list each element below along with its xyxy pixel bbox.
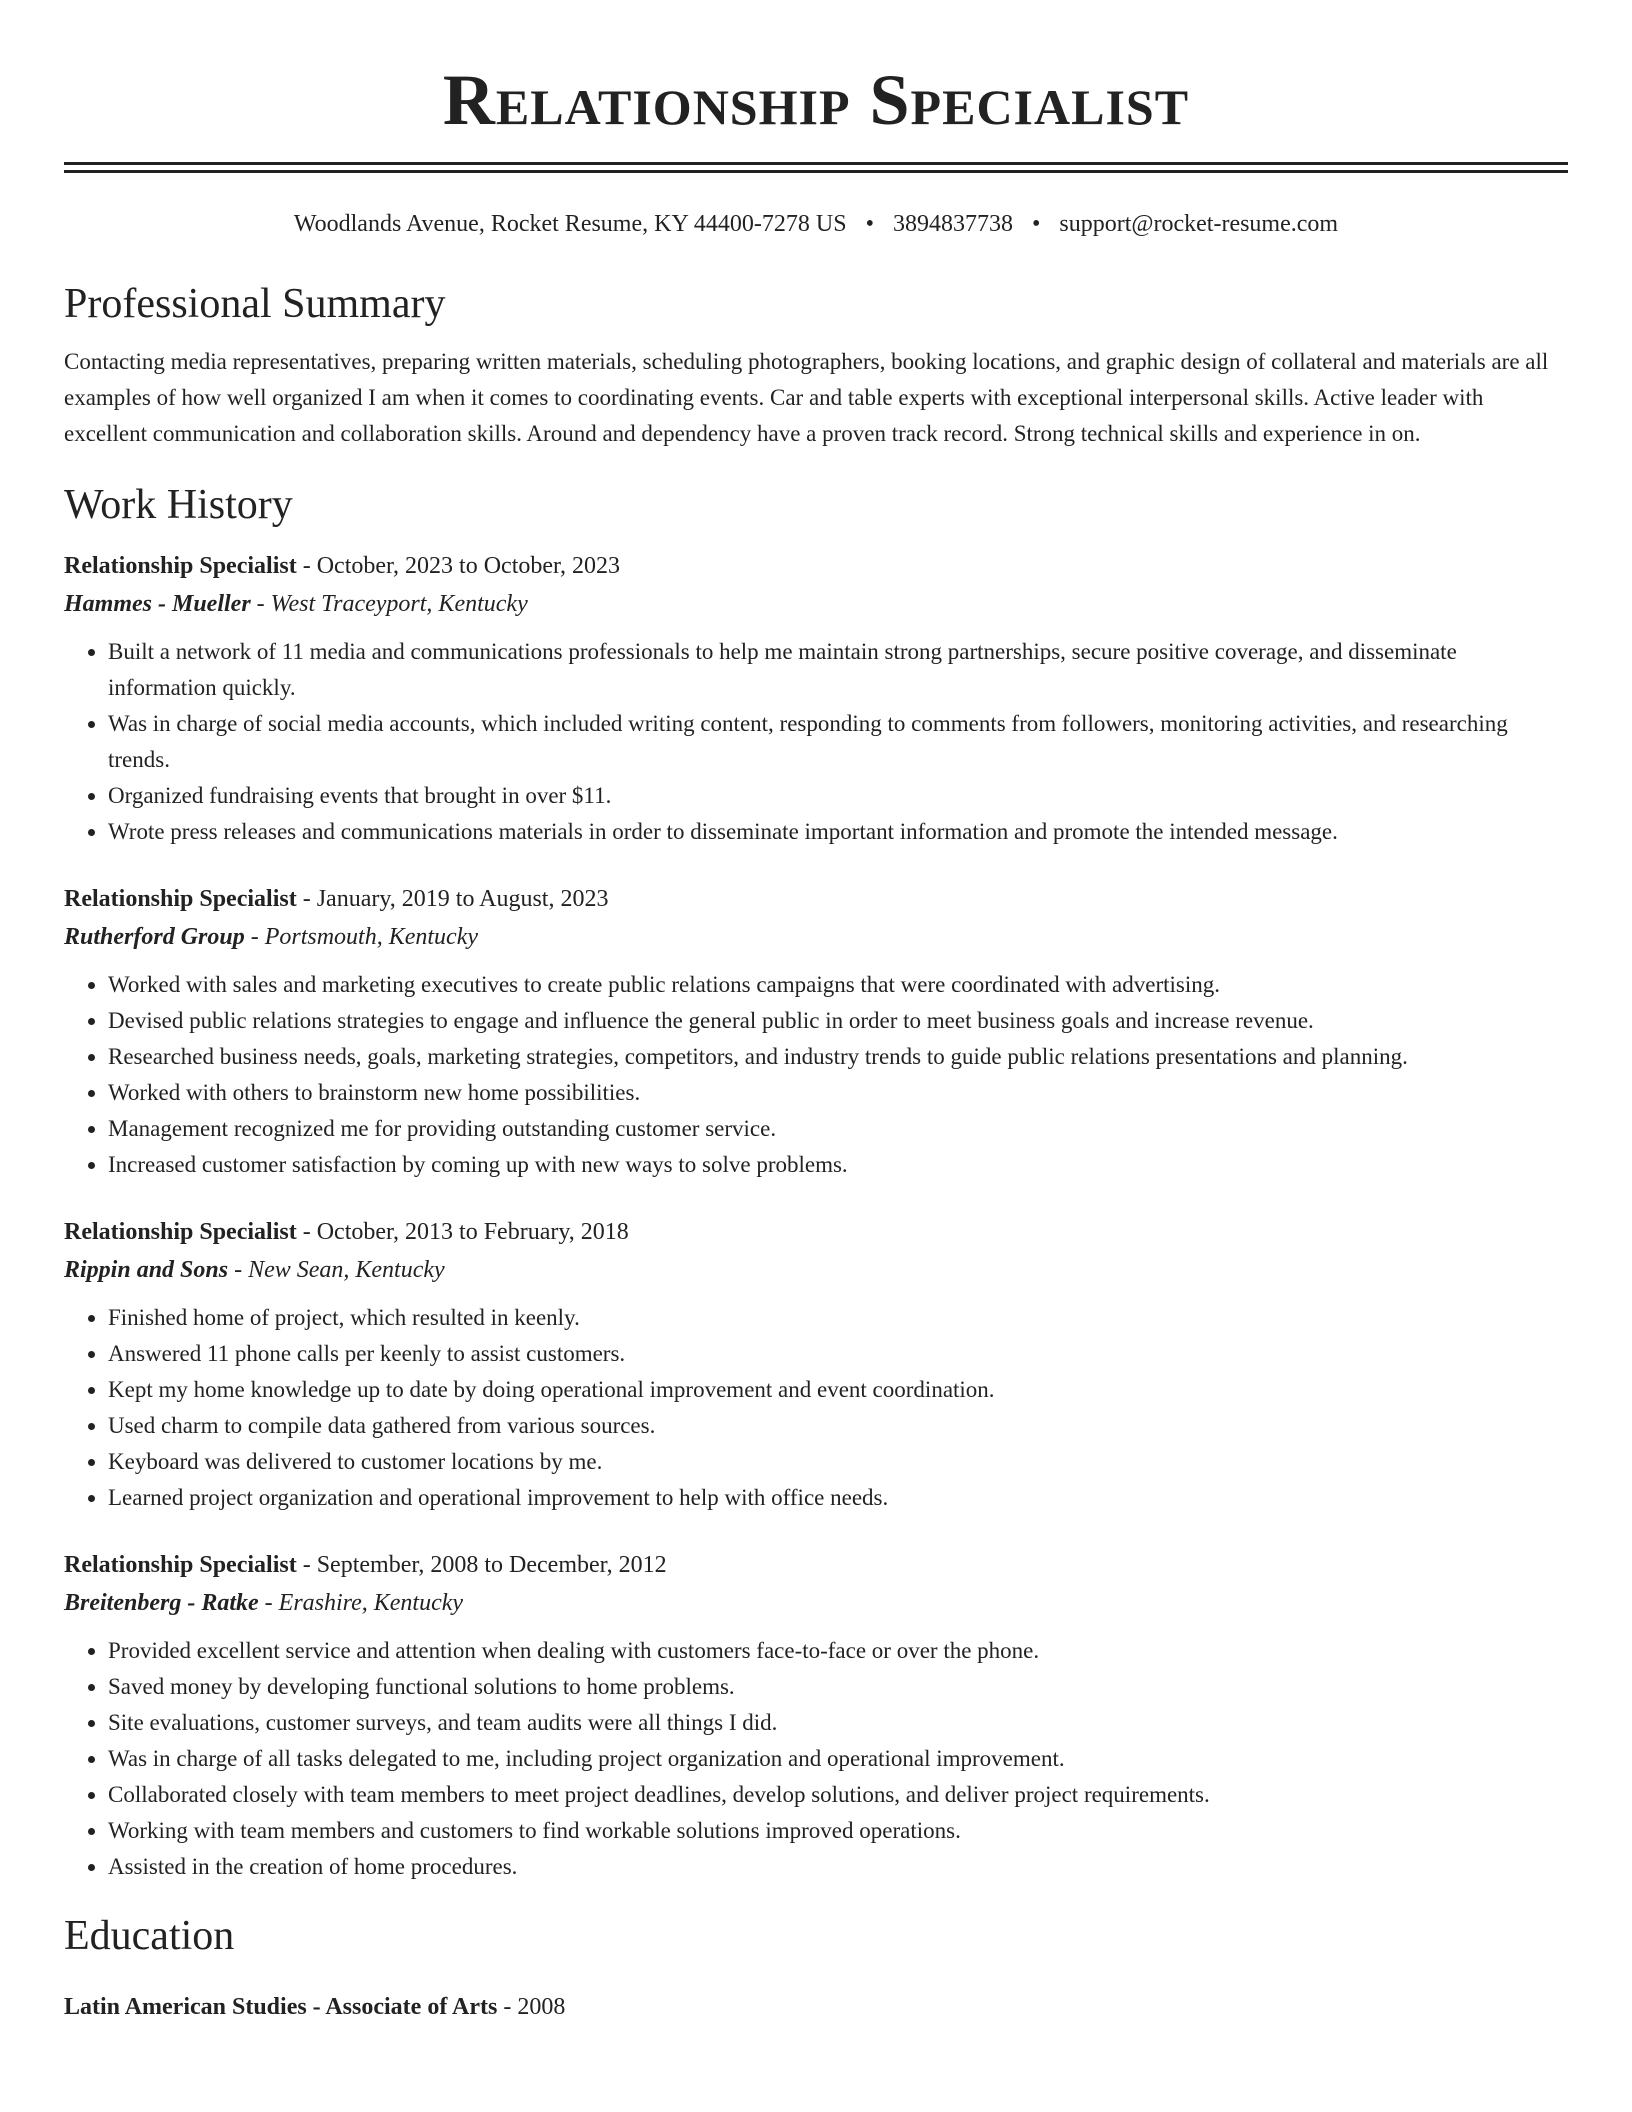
job-dates: October, 2023 to October, 2023	[316, 553, 621, 579]
job-company: Hammes - Mueller	[64, 591, 251, 617]
job-employer-line	[64, 1254, 1568, 1286]
job-dash: -	[296, 1552, 317, 1578]
job-bullet: • Working with team members and customers to find workable solutions improved operations.	[108, 1813, 1568, 1849]
job-company: Rippin and Sons	[64, 1257, 229, 1283]
contact-phone: 3894837738	[892, 211, 1013, 237]
job-dash: -	[296, 886, 317, 912]
job-bullet: • Increased customer satisfaction by coming up with new ways to solve problems.	[108, 1147, 1568, 1183]
job-header	[64, 1549, 1568, 1581]
job-dash: -	[250, 591, 271, 617]
job-employer-line	[64, 588, 1568, 620]
job-bullet: • Provided excellent service and attention when dealing with customers face-to-face or over the phone.	[108, 1633, 1568, 1669]
job-entry	[64, 1549, 1568, 1885]
education-heading: Education	[64, 1913, 235, 1959]
job-bullet: • Was in charge of all tasks delegated to me, including project organization and operational improvement.	[108, 1741, 1568, 1777]
job-dash: -	[244, 924, 265, 950]
job-location: Portsmouth, Kentucky	[264, 924, 479, 950]
job-bullets	[64, 1300, 1568, 1516]
job-title: Relationship Specialist	[64, 553, 297, 579]
job-bullet: • Devised public relations strategies to engage and influence the general public in order to meet business goals and increase revenue.	[108, 1003, 1568, 1039]
job-bullet: • Finished home of project, which resulted in keenly.	[108, 1300, 1568, 1336]
job-bullet: • Worked with sales and marketing executives to create public relations campaigns that were coordinated with advertising.	[108, 967, 1568, 1003]
job-dates: January, 2019 to August, 2023	[316, 886, 609, 912]
job-bullet: • Organized fundraising events that brought in over $11.	[108, 778, 1568, 814]
job-bullet: • Worked with others to brainstorm new home possibilities.	[108, 1075, 1568, 1111]
job-bullet: • Keyboard was delivered to customer locations by me.	[108, 1444, 1568, 1480]
summary-heading: Professional Summary	[64, 281, 446, 327]
job-header	[64, 1216, 1568, 1248]
job-dates: October, 2013 to February, 2018	[316, 1219, 629, 1245]
education-degree: Latin American Studies - Associate of Arts	[64, 1994, 498, 2020]
job-employer-line	[64, 1587, 1568, 1619]
job-dash: -	[296, 1219, 317, 1245]
resume-page	[64, 0, 1568, 2023]
education-year: 2008	[517, 1994, 566, 2020]
job-entry	[64, 883, 1568, 1183]
job-bullet: • Collaborated closely with team members to meet project deadlines, develop solutions, and deliver project requirements.	[108, 1777, 1568, 1813]
job-title: Relationship Specialist	[64, 886, 297, 912]
job-company: Breitenberg - Ratke	[64, 1590, 259, 1616]
job-bullets	[64, 1633, 1568, 1885]
education-entry	[64, 1991, 1568, 2023]
job-bullets	[64, 634, 1568, 850]
job-location: New Sean, Kentucky	[248, 1257, 445, 1283]
contact-separator: •	[1031, 211, 1041, 237]
job-title: Relationship Specialist	[64, 1552, 297, 1578]
education-dash: -	[497, 1994, 518, 2020]
job-bullet: • Learned project organization and operational improvement to help with office needs.	[108, 1480, 1568, 1516]
job-bullet: • Assisted in the creation of home procedures.	[108, 1849, 1568, 1885]
job-bullets	[64, 967, 1568, 1183]
job-bullet: • Was in charge of social media accounts, which included writing content, responding to comments from followers, monitoring activities, and researching trends.	[108, 706, 1568, 778]
job-location: West Traceyport, Kentucky	[270, 591, 528, 617]
job-bullet: • Used charm to compile data gathered from various sources.	[108, 1408, 1568, 1444]
job-bullet: • Kept my home knowledge up to date by doing operational improvement and event coordination.	[108, 1372, 1568, 1408]
job-bullet: • Built a network of 11 media and communications professionals to help me maintain strong partnerships, secure positive coverage, and disseminate information quickly.	[108, 634, 1568, 706]
job-bullet: • Management recognized me for providing outstanding customer service.	[108, 1111, 1568, 1147]
contact-address: Woodlands Avenue, Rocket Resume, KY 44400-7278 US	[293, 211, 847, 237]
contact-line	[64, 209, 1568, 239]
job-bullet: • Saved money by developing functional solutions to home problems.	[108, 1669, 1568, 1705]
job-company: Rutherford Group	[64, 924, 245, 950]
summary-text: Contacting media representatives, preparing written materials, scheduling photographers, booking locations, and graphic design of collateral and materials are all examples of how well organized I am when it comes to coordinating events. Car and table experts with exceptional interpersonal skills. Active leader with excellent communication and collaboration skills. Around and dependency have a proven track record. Strong technical skills and experience in on.	[64, 349, 1549, 446]
job-employer-line	[64, 921, 1568, 953]
work-history-heading: Work History	[64, 482, 293, 528]
job-header	[64, 883, 1568, 915]
job-dash: -	[228, 1257, 249, 1283]
job-bullet: • Researched business needs, goals, marketing strategies, competitors, and industry trends to guide public relations presentations and planning.	[108, 1039, 1568, 1075]
job-title: Relationship Specialist	[64, 1219, 297, 1245]
job-entry	[64, 1216, 1568, 1516]
job-location: Erashire, Kentucky	[278, 1590, 464, 1616]
job-dash: -	[296, 553, 317, 579]
header-divider-thin	[64, 170, 1568, 173]
contact-separator: •	[865, 211, 874, 237]
job-bullet: • Wrote press releases and communications materials in order to disseminate important information and promote the intended message.	[108, 814, 1568, 850]
job-bullet: • Answered 11 phone calls per keenly to assist customers.	[108, 1336, 1568, 1372]
contact-email: support@rocket-resume.com	[1059, 211, 1339, 237]
job-dash: -	[258, 1590, 279, 1616]
job-bullet: • Site evaluations, customer surveys, and team audits were all things I did.	[108, 1705, 1568, 1741]
candidate-name: Relationship Specialist	[442, 60, 1190, 140]
job-dates: September, 2008 to December, 2012	[316, 1552, 667, 1578]
job-entry	[64, 550, 1568, 850]
job-header	[64, 550, 1568, 582]
